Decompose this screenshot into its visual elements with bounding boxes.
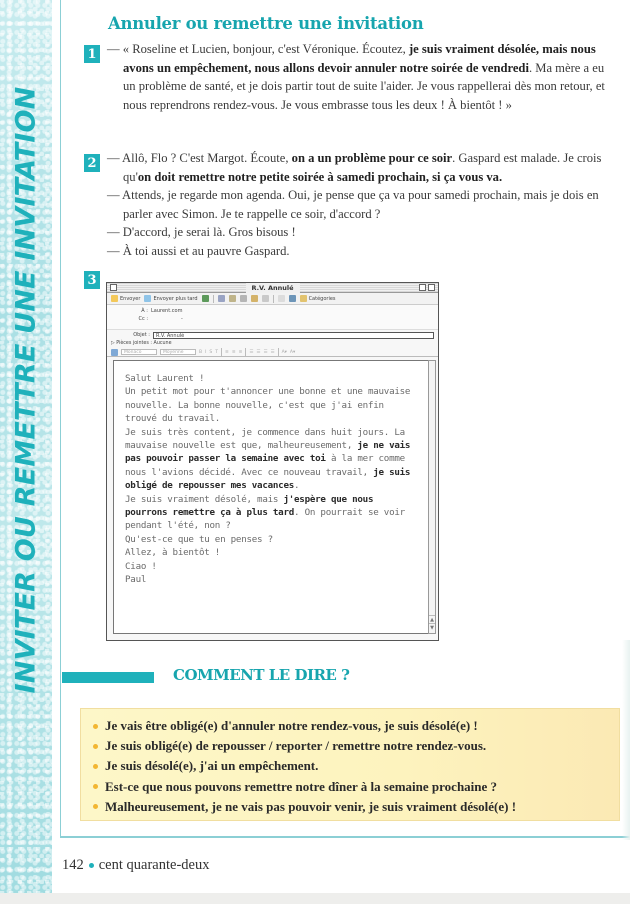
text-line: — Allô, Flo ? C'est Margot. Écoute, on a un problème pour ce soir. Gaspard est malade. Je crois qu'on doit remettre notre petite soirée à samedi prochain, si ça vous va. — [107, 151, 602, 184]
dialogue-1 — [107, 40, 617, 114]
text-button[interactable]: T — [215, 349, 219, 355]
scan-bottom-strip — [0, 893, 630, 904]
cc-field[interactable]: - — [181, 316, 183, 322]
phrase-box — [80, 708, 620, 821]
send-icon — [111, 295, 118, 302]
send-later-icon — [144, 295, 151, 302]
bold-button[interactable]: B — [199, 349, 203, 355]
text-line: — À toi aussi et au pauvre Gaspard. — [107, 243, 290, 258]
text-line: — Attends, je regarde mon agenda. Oui, je pense que ça va pour samedi prochain, mais je dois en parler avec Simon. Je te rappelle ce soir, d'accord ? — [107, 188, 599, 221]
side-title: INVITER OU REMETTRE UNE INVITATION — [10, 86, 42, 694]
comment-le-dire-title: COMMENT LE DIRE ? — [173, 666, 350, 684]
number-badge-2: 2 — [84, 154, 100, 172]
phrase-item: Est-ce que nous pouvons remettre notre dîner à la semaine prochaine ? — [93, 777, 619, 797]
phrase-item: Je vais être obligé(e) d'annuler notre rendez-vous, je suis désolé(e) ! — [93, 716, 619, 736]
text-line: Je suis vraiment désolé, mais j'espère que nous pourrons remettre ça à plus tard. On pourrait se voir pendant l'été, non ? — [125, 493, 405, 532]
numbered-list-icon[interactable]: ☰ — [249, 349, 254, 355]
attachments-label: ▷ Pièces jointes : — [111, 341, 153, 346]
highlight-color-icon[interactable]: A▾ — [281, 349, 287, 355]
align-left-icon[interactable]: ≡ — [225, 349, 229, 355]
email-window — [106, 282, 439, 641]
side-band — [0, 0, 52, 893]
phrase-item: Malheureusement, je ne vais pas pouvoir venir, je suis vraiment désolé(e) ! — [93, 797, 619, 817]
format-toolbar — [107, 348, 438, 357]
toolbar-divider — [213, 295, 214, 303]
text-line: Allez, à bientôt ! — [125, 547, 221, 559]
phrase-item: Je suis obligé(e) de repousser / reporter / remettre notre rendez-vous. — [93, 736, 619, 756]
section-accent-bar — [62, 672, 154, 683]
number-badge-1: 1 — [84, 45, 100, 63]
priority-icon[interactable] — [278, 295, 285, 302]
text-color-icon[interactable]: A▾ — [289, 349, 296, 355]
font-select[interactable]: Monaco — [121, 349, 157, 355]
message-body[interactable] — [113, 360, 429, 634]
align-center-icon[interactable]: ≡ — [231, 349, 236, 355]
subject-row — [107, 330, 438, 340]
toolbar-divider — [273, 295, 274, 303]
attachments-row[interactable] — [107, 340, 438, 348]
project-icon[interactable] — [289, 295, 296, 302]
signature-icon[interactable] — [251, 295, 258, 302]
spellcheck-icon[interactable] — [111, 349, 118, 356]
indent-icon[interactable]: ☰ — [270, 349, 275, 355]
email-toolbar — [107, 293, 438, 305]
zoom-box-icon[interactable] — [419, 284, 426, 291]
text-line: Salut Laurent ! — [125, 373, 205, 384]
window-title: R.V. Annulé — [245, 283, 299, 293]
contacts-icon[interactable] — [229, 295, 236, 302]
address-book-icon[interactable] — [218, 295, 225, 302]
text-line: Je suis très content, je commence dans huit jours. La mauvaise nouvelle est que, malheureusement, je ne vais pas pouvoir passer la semaine avec toi à la mer comme nous l'avions décidé. Avec ce nouveau travail, je suis obligé de repousser mes vacances. — [125, 426, 411, 492]
subject-input[interactable]: R.V. Annulé — [153, 332, 434, 339]
bullet-icon — [93, 764, 98, 769]
size-select[interactable]: Moyenne — [160, 349, 196, 355]
toolbar-divider — [221, 348, 222, 356]
align-right-icon[interactable]: ≡ — [238, 349, 243, 355]
dialogue-2 — [107, 149, 617, 260]
scroll-up-arrow-icon[interactable]: ▲ — [430, 617, 434, 623]
underline-button[interactable]: S — [209, 349, 213, 355]
page-number: 142 — [62, 857, 84, 873]
text-line: Paul — [125, 574, 147, 586]
bullet-icon — [93, 724, 98, 729]
outdent-icon[interactable]: ☰ — [263, 349, 268, 355]
text-line: Ciao ! — [125, 560, 157, 572]
scroll-down-arrow-icon[interactable]: ▼ — [430, 625, 434, 631]
italic-button[interactable]: I — [205, 349, 207, 355]
toolbar-divider — [245, 348, 246, 356]
text-line: — « Roseline et Lucien, bonjour, c'est Véronique. Écoutez, je suis vraiment désolée, mais nous avons un empêchement, nous allons devoir annuler notre soirée de vendredi. Ma mère a eu un problème de santé, et je dois partir tout de suite l'aider. Je vous rappellerai dès mon retour, et nous reprendrons rendez-vous. Je vous embrasse tous les deux ! À bientôt ! » — [107, 42, 605, 112]
bullet-icon — [93, 804, 98, 809]
text-line: Qu'est-ce que tu en penses ? — [125, 533, 273, 545]
cc-label: Cc : — [138, 316, 148, 322]
number-badge-3: 3 — [84, 271, 100, 289]
attachments-value: Aucune — [153, 341, 172, 346]
toolbar-divider — [278, 348, 279, 356]
section-title: Annuler ou remettre une invitation — [108, 14, 424, 33]
categories-icon — [300, 295, 307, 302]
to-field[interactable]: Laurent.com — [151, 308, 183, 314]
save-icon[interactable] — [202, 295, 209, 302]
collapse-box-icon[interactable] — [428, 284, 435, 291]
page-footer — [62, 857, 209, 874]
page-edge-shadow — [622, 640, 630, 840]
bullet-list-icon[interactable]: ☰ — [256, 349, 261, 355]
address-fields — [107, 305, 438, 330]
categories-button[interactable]: Catégories — [300, 295, 336, 302]
text-line: — D'accord, je serai là. Gros bisous ! — [107, 225, 296, 239]
bullet-icon — [93, 744, 98, 749]
window-title-bar[interactable] — [107, 283, 438, 293]
close-box-icon[interactable] — [110, 284, 117, 291]
attach-paperclip-icon[interactable] — [240, 295, 247, 302]
page-number-words: cent quarante-deux — [98, 857, 210, 873]
to-label: À : — [141, 308, 148, 314]
subject-label: Objet : — [133, 332, 150, 338]
send-later-button[interactable]: Envoyer plus tard — [144, 295, 197, 302]
options-icon[interactable] — [262, 295, 269, 302]
phrase-item: Je suis désolé(e), j'ai un empêchement. — [93, 756, 619, 776]
text-line: Un petit mot pour t'annoncer une bonne et une mauvaise nouvelle. La bonne nouvelle, c'est que j'ai enfin trouvé du travail. — [125, 386, 411, 425]
scrollbar[interactable] — [428, 360, 436, 634]
footer-dot-icon — [89, 863, 94, 868]
bullet-icon — [93, 784, 98, 789]
send-button[interactable]: Envoyer — [111, 295, 140, 302]
